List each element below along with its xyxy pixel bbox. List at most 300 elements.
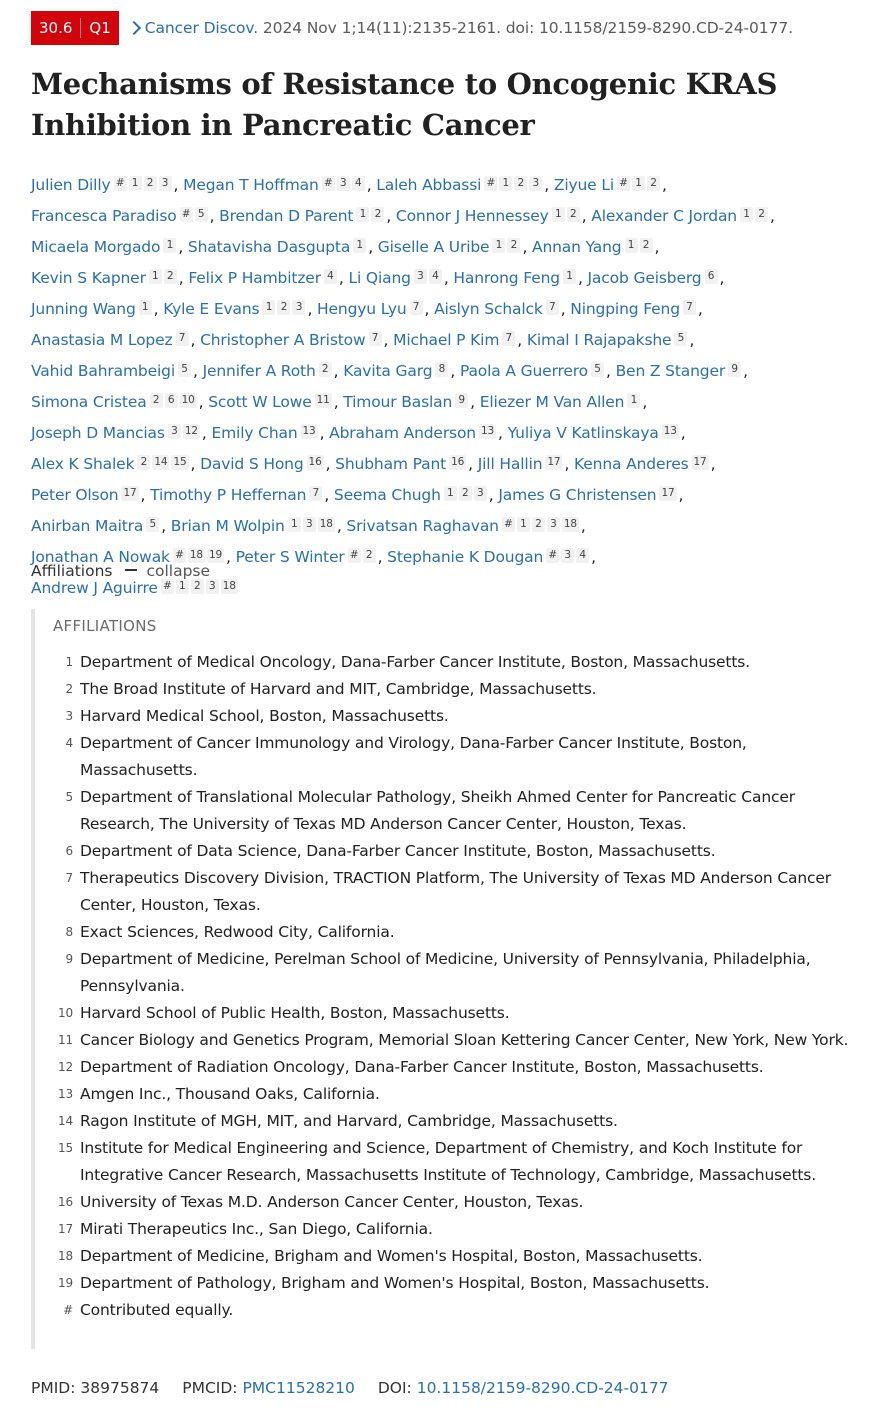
author-affiliation-refs [705,261,720,288]
impact-factor: 30.6 [39,19,73,37]
author-line: Anastasia M Lopez 7 , Christopher A Bristow 7 , Michael P Kim 7 , Kimal I Rajapakshe 5 , [31,323,871,354]
author-affiliation-refs [444,478,489,505]
affiliation-ref[interactable]: 7 [546,300,559,315]
author-link[interactable]: Shatavisha Dasgupta [187,238,351,256]
author-link[interactable]: Francesca Paradiso [31,207,177,225]
affiliation-ref[interactable]: 3 [337,176,350,191]
author-link[interactable]: Emily Chan [211,424,298,442]
author-link[interactable]: Felix P Hambitzer [188,269,321,287]
affiliation-number: 4 [65,736,73,750]
affiliation-number: 10 [58,1006,73,1020]
author-link[interactable]: Christopher A Bristow [200,331,366,349]
author-link[interactable]: Ziyue Li [553,176,614,194]
affiliation-ref[interactable]: 3 [292,300,305,315]
affiliation-number: 7 [65,871,73,885]
affiliation-text: The Broad Institute of Harvard and MIT, Cambridge, Massachusetts. [80,680,597,698]
affiliation-ref[interactable]: 2 [363,548,376,563]
affiliation-text: Exact Sciences, Redwood City, California. [80,923,395,941]
author-affiliation-refs [121,478,140,505]
affiliation-ref[interactable]: 3 [159,176,172,191]
author-link[interactable]: Laleh Abbassi [376,176,482,194]
collapse-link[interactable]: collapse [146,562,211,580]
affiliation-ref[interactable]: 2 [371,207,384,222]
affiliation-ref[interactable]: 2 [277,300,290,315]
affiliation-ref[interactable]: 2 [514,176,527,191]
author-affiliation-refs [149,261,179,288]
author-link[interactable]: Timothy P Heffernan [150,486,307,504]
author-affiliation-refs [353,230,368,257]
author-affiliation-refs [150,385,199,412]
author-link[interactable]: Megan T Hoffman [183,176,319,194]
affiliations-toggle-label: Affiliations [31,562,113,580]
affiliation-ref[interactable]: 3 [547,517,560,532]
article-title: Mechanisms of Resistance to Oncogenic KRAS Inhibition in Pancreatic Cancer [31,67,778,142]
affiliation-ref[interactable]: 2 [459,486,472,501]
author-link[interactable]: Kevin S Kapner [31,269,146,287]
affiliation-ref[interactable]: 7 [369,331,382,346]
author-link[interactable]: Aislyn Schalck [434,300,543,318]
affiliation-ref[interactable]: # [114,176,127,191]
author-link[interactable]: Srivatsan Raghavan [346,517,499,535]
author-affiliation-refs [114,168,174,195]
affiliation-text: Department of Medical Oncology, Dana-Farber Cancer Institute, Boston, Massachusetts. [80,653,750,671]
affiliation-ref[interactable]: 8 [435,362,448,377]
author-affiliation-refs [692,447,711,474]
affiliation-text: Harvard School of Public Health, Boston, Massachusetts. [80,1004,510,1022]
author-affiliation-refs [455,385,470,412]
author-affiliation-refs [410,292,425,319]
author-affiliation-refs [307,447,326,474]
author-link[interactable]: Brendan D Parent [219,207,354,225]
author-link[interactable]: Micaela Morgado [31,238,161,256]
affiliation-ref[interactable]: 14 [154,456,168,468]
author-link[interactable]: Jonathan A Nowak [31,548,170,566]
author-affiliation-refs [625,230,655,257]
affiliation-ref[interactable]: 2 [150,393,163,408]
affiliation-ref[interactable]: 7 [410,300,423,315]
affiliation-ref[interactable]: 1 [288,517,301,532]
affiliation-number: 11 [58,1033,73,1047]
author-affiliation-refs [262,292,307,319]
author-link[interactable]: Yuliya V Katlinskaya [507,424,659,442]
affiliations-panel [31,609,855,1349]
affiliation-ref[interactable]: 17 [661,487,675,499]
affiliation-item [35,1243,855,1270]
author-affiliation-refs [740,199,770,226]
affiliation-item [35,676,855,703]
affiliation-ref[interactable]: 4 [429,269,442,284]
affiliation-ref[interactable]: # [484,176,497,191]
affiliation-ref[interactable]: 1 [632,176,645,191]
affiliation-number: 17 [58,1222,73,1236]
affiliation-ref[interactable]: 4 [324,269,337,284]
author-link[interactable]: Hanrong Feng [453,269,560,287]
affiliation-ref[interactable]: # [617,176,630,191]
author-link[interactable]: Kimal I Rajapakshe [526,331,672,349]
author-link[interactable]: Hengyu Lyu [317,300,407,318]
author-link[interactable]: James G Christensen [498,486,657,504]
author-link[interactable]: Abraham Anderson [329,424,476,442]
author-line: Peter Olson 17 , Timothy P Heffernan 7 , Seema Chugh 1 2 3 , James G Christensen 17 , [31,478,871,509]
author-affiliation-refs [662,416,681,443]
affiliation-number: 14 [58,1114,73,1128]
affiliation-ref[interactable]: # [502,517,515,532]
affiliation-ref[interactable]: 6 [705,269,718,284]
author-line: Francesca Paradiso # 5 , Brendan D Parent 1 2 , Connor J Hennessey 1 2 , Alexander C Jordan 1 2 , [31,199,871,230]
affiliation-item [35,919,855,946]
author-link[interactable]: Vahid Bahrambeigi [31,362,175,380]
affiliation-ref[interactable]: 19 [208,549,223,561]
affiliation-item [35,865,855,919]
author-affiliation-refs [168,416,202,443]
pmcid-label: PMCID: [182,1379,238,1397]
affiliation-ref[interactable]: 2 [567,207,580,222]
author-affiliation-refs [322,168,367,195]
affiliation-ref[interactable]: 1 [563,269,576,284]
affiliation-item [35,1108,855,1135]
affiliation-text: Department of Pathology, Brigham and Women's Hospital, Boston, Massachusetts. [80,1274,710,1292]
affiliation-ref[interactable]: 3 [414,269,427,284]
affiliation-item [35,1270,855,1297]
affiliation-number: 12 [58,1060,73,1074]
author-link[interactable]: Kenna Anderes [574,455,689,473]
author-line: Simona Cristea 2 6 10 , Scott W Lowe 11 , Timour Baslan 9 , Eliezer M Van Allen 1 , [31,385,871,416]
affiliation-ref[interactable]: 1 [176,579,189,594]
affiliation-number: 9 [65,952,73,966]
affiliation-text: Department of Translational Molecular Pathology, Sheikh Ahmed Center for Pancreatic Cancer Research, The University of Texas MD Anderson Cancer Center, Houston, Texas. [80,788,795,833]
affiliations-toggle[interactable] [31,562,210,580]
affiliation-item [35,1000,855,1027]
affiliation-ref[interactable]: 1 [262,300,275,315]
author-affiliation-refs [502,323,517,350]
author-affiliation-refs [309,478,324,505]
author-affiliation-refs [137,447,190,474]
journal-metrics-badge[interactable] [31,11,119,45]
minus-icon [125,569,137,571]
affiliation-ref[interactable]: 1 [163,238,176,253]
affiliation-ref[interactable]: 10 [181,394,195,406]
author-link[interactable]: Peter Olson [31,486,119,504]
affiliation-ref[interactable]: 3 [529,176,542,191]
author-line: Jonathan A Nowak # 18 19 , Peter S Winter # 2 , Stephanie K Dougan # 3 4 , [31,540,871,571]
doi-link[interactable]: 10.1158/2159-8290.CD-24-0177 [416,1379,669,1397]
author-link[interactable]: Julien Dilly [31,176,111,194]
author-link[interactable]: Shubham Pant [335,455,447,473]
affiliation-number: 13 [58,1087,73,1101]
author-affiliation-refs [301,416,320,443]
author-affiliation-refs [146,509,161,536]
affiliation-ref[interactable]: 11 [316,394,330,406]
author-line: Junning Wang 1 , Kyle E Evans 1 2 3 , Hengyu Lyu 7 , Aislyn Schalck 7 , Ningping Feng 7 , [31,292,871,323]
author-affiliation-refs [545,447,564,474]
author-line: Vahid Bahrambeigi 5 , Jennifer A Roth 2 , Kavita Garg 8 , Paola A Guerrero 5 , Ben Z Stanger 9 , [31,354,871,385]
doi-label: DOI: [377,1379,412,1397]
affiliations-heading: AFFILIATIONS [53,617,157,635]
author-affiliation-refs [484,168,544,195]
author-link[interactable]: Eliezer M Van Allen [479,393,625,411]
author-line: Kevin S Kapner 1 2 , Felix P Hambitzer 4 , Li Qiang 3 4 , Hanrong Feng 1 , Jacob Geisberg 6 , [31,261,871,292]
author-link[interactable]: Jill Hallin [477,455,543,473]
affiliation-text: Therapeutics Discovery Division, TRACTION Platform, The University of Texas MD Anderson Cancer Center, Houston, Texas. [80,869,832,914]
author-link[interactable]: Ningping Feng [570,300,680,318]
affiliation-ref[interactable]: 18 [319,518,333,530]
author-link[interactable]: Timour Baslan [343,393,453,411]
pmid-label: PMID: [31,1379,76,1397]
affiliation-ref[interactable]: 1 [444,486,457,501]
pmid-value: 38975874 [80,1379,160,1397]
chevron-right-icon[interactable] [127,21,141,35]
affiliation-ref[interactable]: 15 [173,456,187,468]
affiliation-ref[interactable]: 1 [517,517,530,532]
affiliation-ref[interactable]: 7 [309,486,322,501]
affiliation-ref[interactable]: 16 [308,456,322,468]
author-affiliation-refs [552,199,582,226]
author-link[interactable]: Kyle E Evans [163,300,260,318]
author-affiliation-refs [369,323,384,350]
author-link[interactable]: Michael P Kim [393,331,500,349]
author-line: Julien Dilly # 1 2 3 , Megan T Hoffman # 3 4 , Laleh Abbassi # 1 2 3 , Ziyue Li # 1 2 , [31,168,871,199]
author-affiliation-refs [502,509,581,536]
affiliation-ref[interactable]: 7 [502,331,515,346]
author-affiliation-refs [178,354,193,381]
author-link[interactable]: Kavita Garg [343,362,433,380]
author-link[interactable]: Paola A Guerrero [459,362,589,380]
affiliation-ref[interactable]: 1 [627,393,640,408]
affiliation-ref[interactable]: 7 [683,300,696,315]
affiliation-ref[interactable]: 2 [507,238,520,253]
affiliation-ref[interactable]: 13 [480,425,495,437]
affiliation-ref[interactable]: 4 [352,176,365,191]
affiliation-text: Department of Radiation Oncology, Dana-Farber Cancer Institute, Boston, Massachusetts. [80,1058,764,1076]
author-link[interactable]: Seema Chugh [333,486,441,504]
author-link[interactable]: Annan Yang [532,238,622,256]
author-line: Joseph D Mancias 3 12 , Emily Chan 13 , Abraham Anderson 13 , Yuliya V Katlinskaya 13 , [31,416,871,447]
affiliation-ref[interactable]: 2 [191,579,204,594]
affiliation-ref[interactable]: 13 [663,425,677,437]
author-link[interactable]: David S Hong [200,455,304,473]
affiliation-ref[interactable]: 2 [640,238,653,253]
author-affiliation-refs [315,385,334,412]
author-link[interactable]: Junning Wang [31,300,136,318]
affiliation-item [35,1027,855,1054]
affiliation-number: 6 [65,844,73,858]
author-link[interactable]: Brian M Wolpin [170,517,285,535]
author-link[interactable]: Anastasia M Lopez [31,331,173,349]
author-line: Anirban Maitra 5 , Brian M Wolpin 1 3 18 , Srivatsan Raghavan # 1 2 3 18 , [31,509,871,540]
affiliation-text: Department of Medicine, Perelman School of Medicine, University of Pennsylvania, Philadelphia, Pennsylvania. [80,950,811,995]
citation [145,19,793,37]
affiliation-text: Department of Medicine, Brigham and Women's Hospital, Boston, Massachusetts. [80,1247,703,1265]
affiliation-ref[interactable]: 3 [561,548,574,563]
author-line: Alex K Shalek 2 14 15 , David S Hong 16 , Shubham Pant 16 , Jill Hallin 17 , Kenna Anderes 17 , [31,447,871,478]
affiliation-ref[interactable]: 6 [165,393,178,408]
affiliation-item [35,730,855,784]
author-link[interactable]: Giselle A Uribe [377,238,490,256]
author-affiliation-refs [324,261,339,288]
affiliation-number: 5 [65,790,73,804]
author-affiliation-refs [591,354,606,381]
journal-link[interactable]: Cancer Discov. [144,19,259,37]
author-affiliation-refs [674,323,689,350]
affiliation-item [35,784,855,838]
author-affiliation-refs [139,292,154,319]
quartile: Q1 [89,19,111,37]
author-link[interactable]: Simona Cristea [31,393,147,411]
affiliation-number: 19 [58,1276,73,1290]
author-affiliation-refs [449,447,468,474]
affiliation-ref[interactable]: 5 [591,362,604,377]
author-affiliation-refs [546,540,591,567]
affiliation-item [35,1081,855,1108]
author-link[interactable]: Li Qiang [348,269,411,287]
affiliation-number: 1 [65,655,73,669]
affiliation-ref[interactable]: 1 [625,238,638,253]
affiliation-ref[interactable]: 1 [740,207,753,222]
affiliation-text: Department of Data Science, Dana-Farber Cancer Institute, Boston, Massachusetts. [80,842,716,860]
affiliation-ref[interactable]: 2 [137,455,150,470]
affiliation-ref[interactable]: 5 [674,331,687,346]
affiliation-ref[interactable]: 5 [178,362,191,377]
affiliation-text: Cancer Biology and Genetics Program, Memorial Sloan Kettering Cancer Center, New York, New York. [80,1031,849,1049]
affiliation-ref[interactable]: 2 [319,362,332,377]
affiliation-number: 8 [65,925,73,939]
affiliation-text: Contributed equally. [80,1301,234,1319]
affiliation-item [35,1216,855,1243]
affiliation-ref[interactable]: 18 [189,549,203,561]
affiliation-number: 16 [58,1195,73,1209]
affiliation-ref[interactable]: 1 [149,269,162,284]
affiliation-ref[interactable]: 2 [647,176,660,191]
author-affiliation-refs [348,540,378,567]
author-affiliation-refs [659,478,678,505]
affiliation-item [35,1297,855,1324]
affiliation-ref[interactable]: 1 [499,176,512,191]
author-affiliation-refs [319,354,334,381]
affiliation-item [35,1189,855,1216]
affiliation-ref[interactable]: 2 [164,269,177,284]
affiliation-item [35,1054,855,1081]
affiliations-list [35,649,855,1324]
affiliation-ref[interactable]: 3 [206,579,219,594]
affiliation-ref[interactable]: 17 [123,487,137,499]
affiliation-text: Mirati Therapeutics Inc., San Diego, California. [80,1220,433,1238]
author-affiliation-refs [728,354,743,381]
affiliation-item [35,649,855,676]
affiliation-ref[interactable]: 17 [547,456,561,468]
pmcid-link[interactable]: PMC11528210 [242,1379,355,1397]
affiliation-text: Ragon Institute of MGH, MIT, and Harvard, Cambridge, Massachusetts. [80,1112,618,1130]
affiliation-ref[interactable]: 1 [129,176,142,191]
affiliation-ref[interactable]: 18 [563,518,577,530]
author-affiliation-refs [617,168,662,195]
affiliation-ref[interactable]: 2 [144,176,157,191]
affiliation-ref[interactable]: # [161,579,174,594]
affiliation-ref[interactable]: # [180,207,193,222]
citation-bar [31,11,793,45]
affiliation-number: 3 [65,709,73,723]
author-affiliation-refs [414,261,444,288]
citation-details: 2024 Nov 1;14(11):2135-2161. doi: 10.1158/2159-8290.CD-24-0177. [262,19,793,37]
affiliation-ref[interactable]: 3 [168,424,181,439]
affiliation-ref[interactable]: 1 [492,238,505,253]
affiliation-ref[interactable]: 5 [146,517,159,532]
affiliation-text: Department of Cancer Immunology and Virology, Dana-Farber Cancer Institute, Boston, Massachusetts. [80,734,747,779]
author-affiliation-refs [288,509,337,536]
affiliation-text: University of Texas M.D. Anderson Cancer Center, Houston, Texas. [80,1193,584,1211]
author-affiliation-refs [356,199,386,226]
author-link[interactable]: Alex K Shalek [31,455,135,473]
author-affiliation-refs [683,292,698,319]
affiliation-number: 18 [58,1249,73,1263]
affiliation-ref[interactable]: 18 [222,580,236,592]
affiliation-ref[interactable]: 2 [532,517,545,532]
affiliation-ref[interactable]: 13 [302,425,316,437]
affiliation-item [35,838,855,865]
affiliation-ref[interactable]: 3 [474,486,487,501]
author-link[interactable]: Scott W Lowe [208,393,312,411]
author-link[interactable]: Andrew J Aguirre [31,579,158,597]
author-affiliation-refs [479,416,498,443]
author-link[interactable]: Ben Z Stanger [615,362,726,380]
affiliation-ref[interactable]: 7 [176,331,189,346]
affiliation-number: 2 [65,682,73,696]
author-affiliation-refs [563,261,578,288]
affiliation-ref[interactable]: 9 [455,393,468,408]
author-link[interactable]: Jacob Geisberg [587,269,702,287]
affiliation-ref[interactable]: # [322,176,335,191]
author-affiliation-refs [546,292,561,319]
author-affiliation-refs [492,230,522,257]
affiliation-number: # [63,1303,73,1317]
affiliation-ref[interactable]: 9 [728,362,741,377]
affiliation-ref[interactable]: # [348,548,361,563]
author-affiliation-refs [627,385,642,412]
affiliation-number: 15 [58,1141,73,1155]
article-identifiers [31,1379,669,1397]
author-list [31,168,871,602]
author-link[interactable]: Peter S Winter [235,548,345,566]
author-affiliation-refs [180,199,210,226]
affiliation-ref[interactable]: 1 [139,300,152,315]
author-link[interactable]: Jennifer A Roth [202,362,316,380]
affiliation-ref[interactable]: 3 [303,517,316,532]
affiliation-ref[interactable]: 1 [356,207,369,222]
affiliation-item [35,703,855,730]
author-link[interactable]: Alexander C Jordan [591,207,737,225]
affiliation-ref[interactable]: # [546,548,559,563]
affiliation-ref[interactable]: 12 [184,425,198,437]
author-link[interactable]: Stephanie K Dougan [387,548,544,566]
affiliation-text: Amgen Inc., Thousand Oaks, California. [80,1085,380,1103]
affiliation-ref[interactable]: # [173,548,186,563]
affiliation-ref[interactable]: 16 [451,456,465,468]
affiliation-ref[interactable]: 1 [552,207,565,222]
author-affiliation-refs [163,230,178,257]
affiliation-text: Institute for Medical Engineering and Science, Department of Chemistry, and Koch Institute for Integrative Cancer Research, Massachusetts Institute of Technology, Cambridge, Massachusetts. [80,1139,817,1184]
author-line: Micaela Morgado 1 , Shatavisha Dasgupta 1 , Giselle A Uribe 1 2 , Annan Yang 1 2 , [31,230,871,261]
affiliation-ref[interactable]: 5 [195,207,208,222]
author-link[interactable]: Anirban Maitra [31,517,144,535]
affiliation-ref[interactable]: 2 [755,207,768,222]
affiliation-item [35,946,855,1000]
affiliation-ref[interactable]: 17 [693,456,707,468]
affiliation-text: Harvard Medical School, Boston, Massachusetts. [80,707,449,725]
author-affiliation-refs [435,354,450,381]
affiliation-ref[interactable]: 4 [576,548,589,563]
author-link[interactable]: Connor J Hennessey [395,207,549,225]
author-link[interactable]: Joseph D Mancias [31,424,165,442]
affiliation-ref[interactable]: 1 [353,238,366,253]
